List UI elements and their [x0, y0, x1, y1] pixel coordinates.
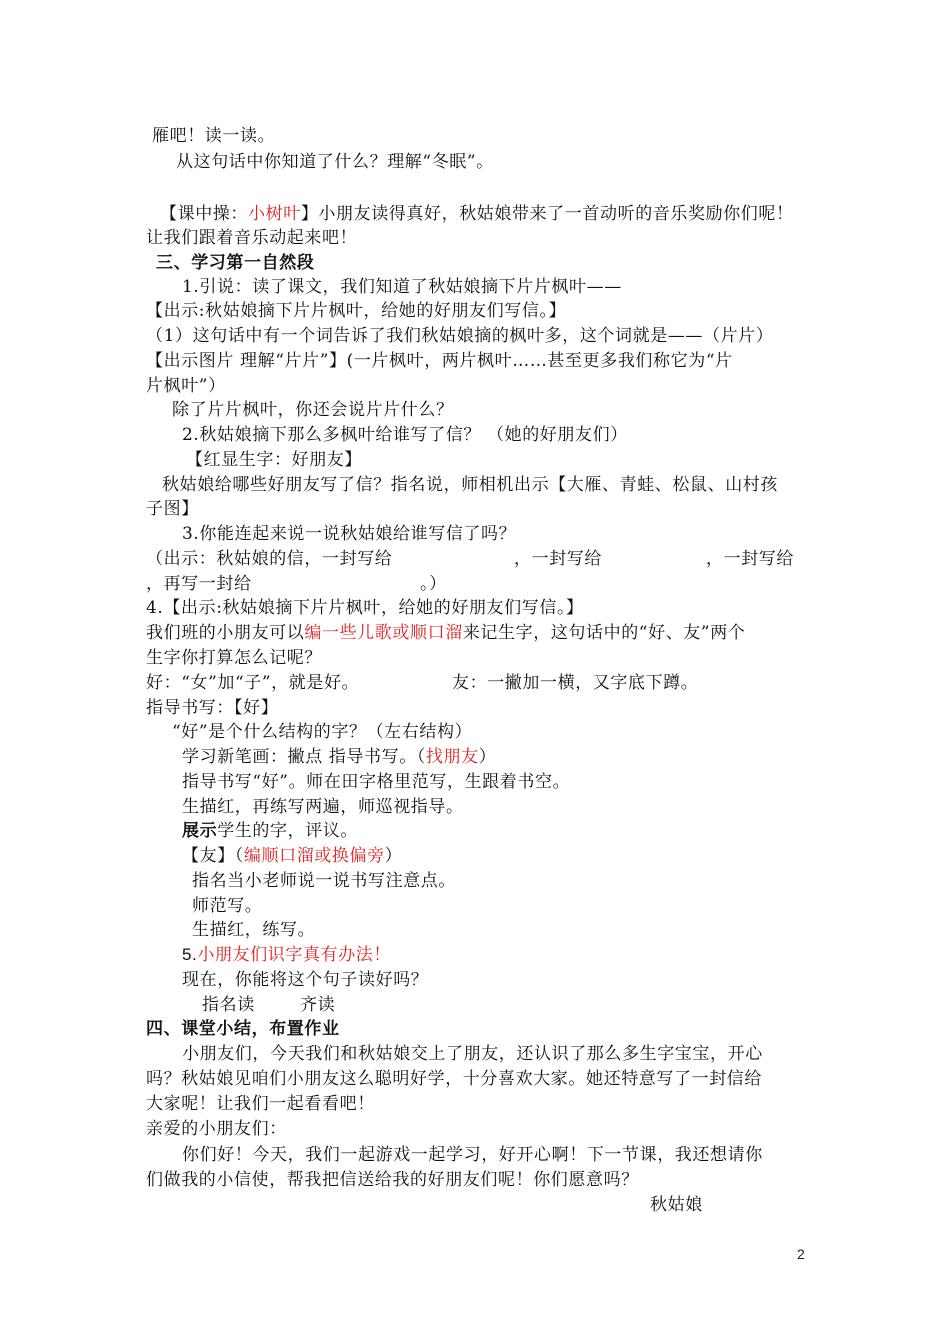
- text-line: 【红显生字：好朋友】: [186, 450, 362, 470]
- text-line: 生字你打算怎么记呢？: [146, 648, 322, 668]
- text-line: 1.引说：读了课文，我们知道了秋姑娘摘下片片枫叶——: [182, 277, 622, 297]
- text-line: ，再写一封给: [146, 574, 252, 594]
- text-line: 师范写。: [192, 896, 263, 916]
- text-run: 5.: [182, 945, 198, 964]
- section-heading: 四、课堂小结，布置作业: [146, 1019, 340, 1039]
- text-run: 学生的字，评议。: [217, 821, 359, 841]
- text-line: 【出示图片 理解“片片”】(一片枫叶，两片枫叶……甚至更多我们称它为“片: [146, 351, 733, 371]
- text-line: 指名当小老师说一说书写注意点。: [192, 871, 456, 891]
- text-line: 大家呢！让我们一起看看吧！: [146, 1094, 375, 1114]
- text-line: 从这句话中你知道了什么？理解“冬眠”。: [176, 152, 494, 172]
- text-line: 4.【出示:秋姑娘摘下片片枫叶，给她的好朋友们写信。】: [146, 598, 584, 618]
- text-line: 雁吧！读一读。: [152, 126, 276, 146]
- text-run: 我们班的小朋友可以: [146, 623, 305, 643]
- highlight-text: 编顺口溜或换偏旁: [243, 846, 385, 866]
- text-line: 生描红，练写。: [192, 920, 316, 940]
- text-line: 除了片片枫叶，你还会说片片什么？: [172, 400, 454, 420]
- text-line: 【出示:秋姑娘摘下片片枫叶，给她的好朋友们写信。】: [146, 301, 567, 321]
- text-line: 2.秋姑娘摘下那么多枫叶给谁写了信？ （她的好朋友们）: [182, 425, 628, 445]
- text-line: 们做我的小信使，帮我把信送给我的好朋友们呢！你们愿意吗？: [146, 1170, 639, 1190]
- text-line: 秋姑娘给哪些好朋友写了信？指名说，师相机出示【大雁、青蛙、松鼠、山村孩: [162, 475, 778, 495]
- text-line: 好：“女”加“子”，就是好。: [146, 673, 360, 693]
- text-line: “好”是个什么结构的字？（左右结构）: [172, 722, 473, 742]
- text-line: 让我们跟着音乐动起来吧！: [146, 228, 358, 248]
- text-line: 小朋友们，今天我们和秋姑娘交上了朋友，还认识了那么多生字宝宝，开心: [182, 1044, 763, 1064]
- text-line: 友：一撇加一横，又字底下蹲。: [452, 673, 699, 693]
- text-line: 齐读: [300, 995, 336, 1015]
- text-line: ，一封写给: [706, 549, 794, 569]
- highlight-text: 小树叶: [248, 204, 301, 224]
- section-heading: 三、学习第一自然段: [156, 253, 315, 273]
- text-line: 片枫叶”）: [146, 376, 226, 396]
- text-line: 子图】: [146, 499, 199, 519]
- text-run: ）: [384, 846, 403, 866]
- highlight-text: 找朋友: [425, 747, 479, 767]
- signature-text: 秋姑娘: [650, 1195, 703, 1215]
- text-line: [160, 202, 794, 226]
- text-line: [182, 819, 358, 843]
- text-run: 【友】（: [182, 846, 244, 866]
- text-line: [182, 844, 402, 868]
- text-line: 吗？秋姑娘见咱们小朋友这么聪明好学，十分喜欢大家。她还特意写了一封信给: [146, 1069, 762, 1089]
- text-run: 】小朋友读得真好，秋姑娘带来了一首动听的音乐奖励你们呢！: [300, 204, 794, 224]
- text-line: （1）这句话中有一个词告诉了我们秋姑娘摘的枫叶多，这个词就是——（片片）: [146, 326, 774, 346]
- text-line: [182, 943, 391, 967]
- text-line: 3.你能连起来说一说秋姑娘给谁写信了吗？: [182, 524, 517, 544]
- text-line: [182, 745, 496, 769]
- text-line: 指名读: [202, 995, 255, 1015]
- text-line: （出示：秋姑娘的信，一封写给: [146, 549, 393, 569]
- text-line: 现在，你能将这个句子读好吗？: [182, 970, 429, 990]
- text-line: ，一封写给: [514, 549, 602, 569]
- text-line: [146, 621, 745, 645]
- highlight-text: 小朋友们识字真有办法！: [197, 945, 391, 965]
- text-line: 指导书写：【好】: [146, 698, 279, 718]
- page-number: 2: [797, 1246, 805, 1262]
- text-line: 你们好！今天，我们一起游戏一起学习，好开心啊！下一节课，我还想请你: [182, 1145, 763, 1165]
- text-line: 。）: [420, 574, 447, 594]
- bold-text: 展示: [182, 821, 218, 841]
- text-line: 亲爱的小朋友们：: [146, 1119, 287, 1139]
- text-run: 来记生字，这句话中的“好、友”两个: [462, 623, 746, 643]
- text-line: 生描红，再练写两遍，师巡视指导。: [182, 797, 464, 817]
- text-run: 【课中操：: [160, 204, 248, 224]
- text-line: 指导书写“好”。师在田字格里范写，生跟着书空。: [182, 772, 571, 792]
- text-run: 学习新笔画：撇点 指导书写。（: [182, 747, 426, 767]
- text-run: ）: [478, 747, 497, 767]
- highlight-text: 编一些儿歌或顺口溜: [304, 623, 463, 643]
